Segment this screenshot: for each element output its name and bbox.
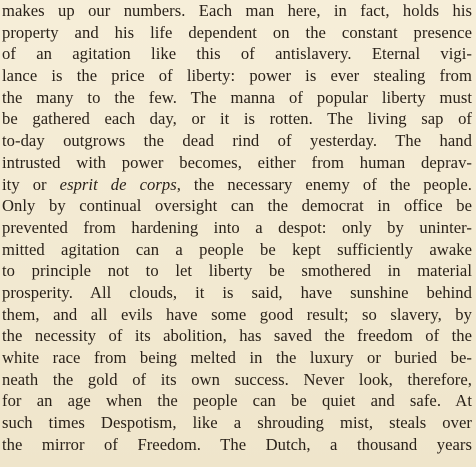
text-line: makes up our numbers. Each man here, in fact, holds his	[2, 1, 472, 20]
text-line: of an agitation like this of antislavery. Eternal vigi-	[2, 44, 472, 64]
text-line: neath the gold of its own success. Never look, therefore,	[2, 369, 472, 389]
text-line: to-day outgrows the dead rind of yesterday. The hand	[2, 131, 472, 151]
text-line: for an age when the people can be quiet and safe. At	[2, 391, 472, 411]
text-line: them, and all evils have some good result; so slavery, by	[2, 304, 472, 324]
text-line: be gathered each day, or it is rotten. The living sap of	[2, 109, 472, 129]
text-line: lance is the price of liberty: power is ever stealing from	[2, 66, 472, 86]
text-line: intrusted with power becomes, either from human deprav-	[2, 152, 472, 172]
text-line: the many to the few. The manna of popular liberty must	[2, 87, 472, 107]
text-line: to principle not to let liberty be smothered in material	[2, 261, 472, 281]
text-line: such times Despotism, like a shrouding mist, steals over	[2, 413, 472, 433]
italic-phrase: esprit de corps	[59, 174, 177, 194]
text-line: Only by continual oversight can the democrat in office be	[2, 196, 472, 216]
text-line: property and his life dependent on the constant presence	[2, 22, 472, 42]
text-line: prosperity. All clouds, it is said, have sunshine behind	[2, 282, 472, 302]
text-line: the necessity of its abolition, has saved the freedom of the	[2, 326, 472, 346]
text-line: prevented from hardening into a despot: only by uninter-	[2, 217, 472, 237]
text-line: mitted agitation can a people be kept sufficiently awake	[2, 239, 472, 259]
text-line: white race from being melted in the luxury or buried be-	[2, 348, 472, 367]
body-text	[2, 0, 472, 455]
text-line: ity or esprit de corps, the necessary enemy of the people.	[2, 174, 472, 194]
text-line: the mirror of Freedom. The Dutch, a thousand years	[2, 434, 472, 454]
